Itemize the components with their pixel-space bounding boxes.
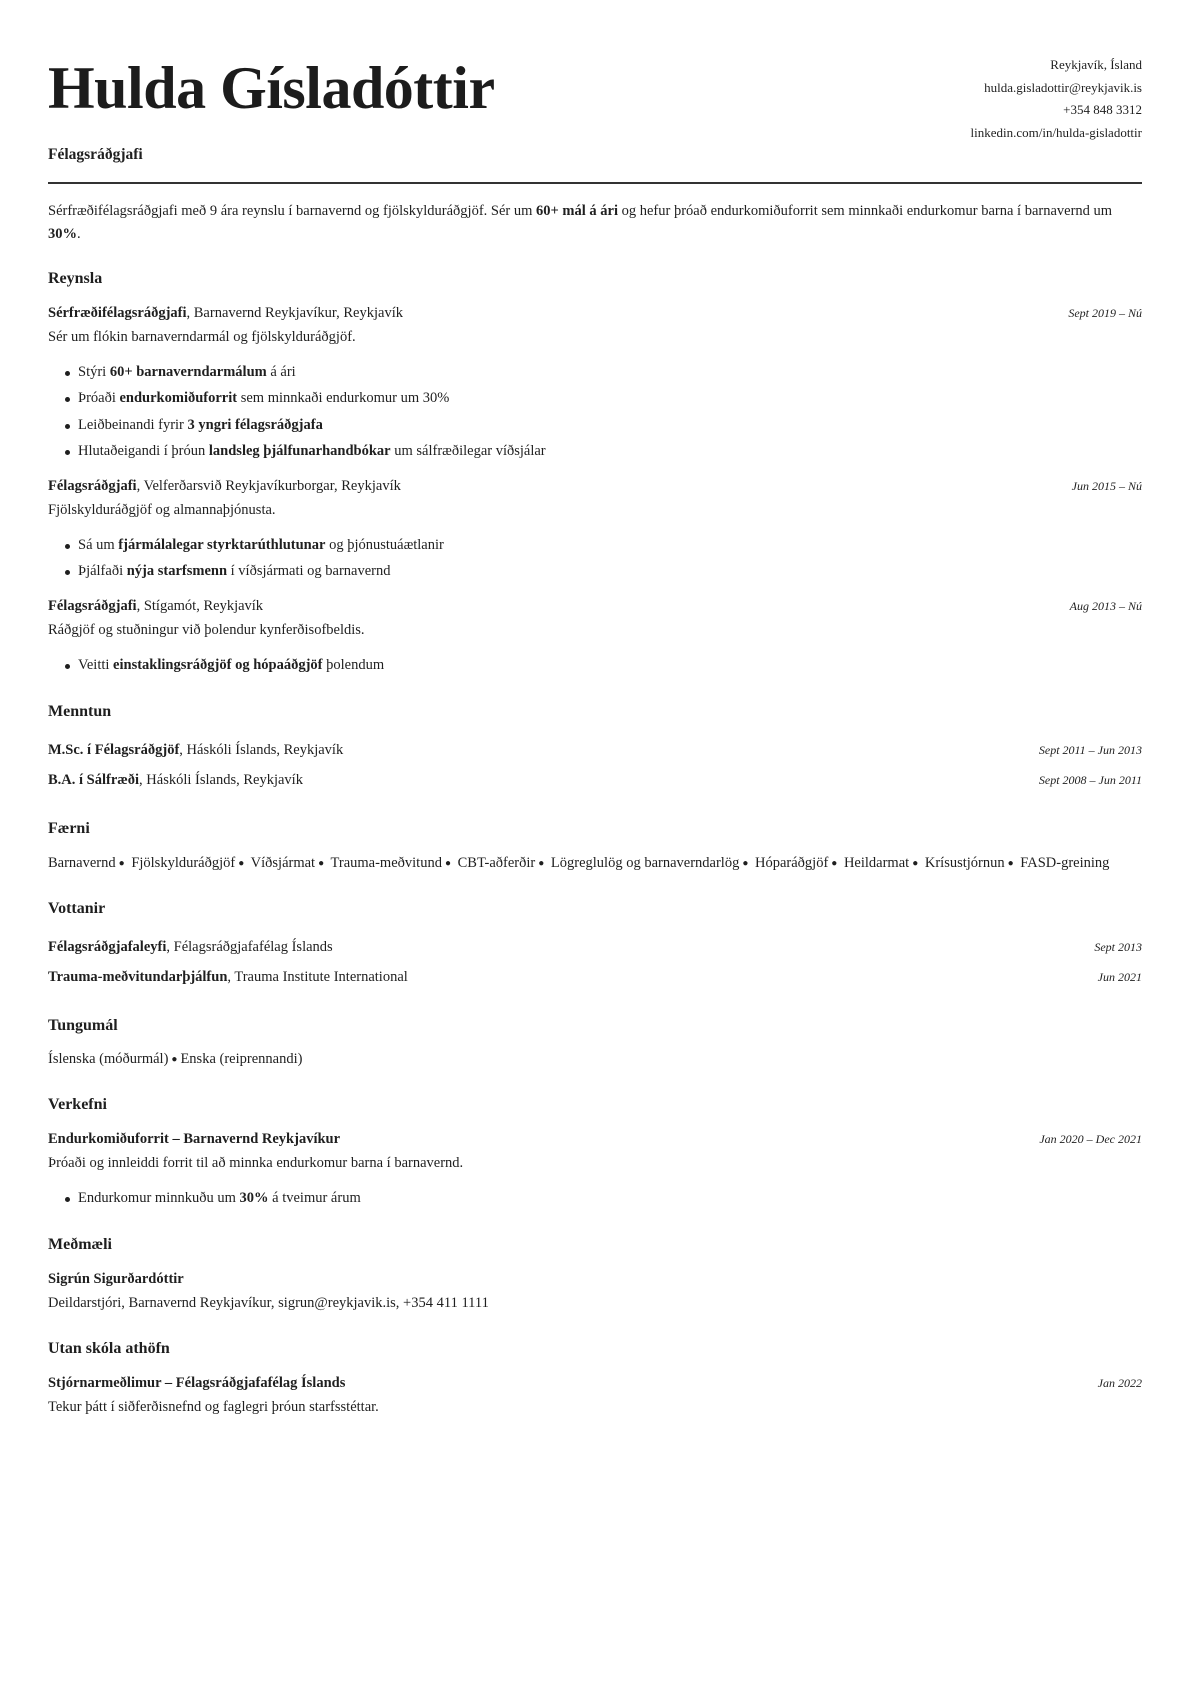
degree: B.A. í Sálfræði — [48, 771, 140, 788]
summary-highlight: 60+ mál á ári — [536, 203, 618, 220]
bullet-item: Sá um fjármálalegar styrktarúthlutunar og þjónustuáætlanir — [63, 532, 1142, 559]
header-divider — [48, 182, 1142, 184]
language-item: Enska (reiprennandi) — [180, 1051, 303, 1068]
candidate-name: Hulda Gísladóttir — [48, 55, 495, 121]
certification-entry — [48, 962, 1142, 992]
bullet-separator-icon: ● — [318, 857, 325, 869]
skill-item: Trauma-meðvitund — [330, 854, 442, 871]
job-org: , Stígamót, Reykjavík — [136, 597, 264, 614]
skill-item: Heildarmat — [843, 854, 910, 871]
project-title: Endurkomiðuforrit – Barnavernd Reykjavíkur — [48, 1130, 341, 1147]
bullet-separator-icon: ● — [171, 1054, 178, 1066]
project-date: Jan 2020 – Dec 2021 — [1039, 1131, 1142, 1146]
job-description: Sér um flókin barnaverndarmál og fjölskylduráðgjöf. — [48, 329, 356, 346]
section-title-projects: Verkefni — [48, 1095, 107, 1113]
bullet-item: Endurkomur minnkuðu um 30% á tveimur árum — [63, 1185, 1142, 1212]
skill-item: Lögreglulög og barnaverndarlög — [550, 854, 740, 871]
skill-item: FASD-greining — [1020, 854, 1110, 871]
contact-phone[interactable]: +354 848 3312 — [1063, 102, 1142, 117]
summary-text: Sérfræðifélagsráðgjafi með 9 ára reynslu í barnavernd og fjölskylduráðgjöf. Sér um — [48, 203, 537, 220]
bullet-item: Hlutaðeigandi í þróun landsleg þjálfunarhandbókar um sálfræðilegar víðsjálar — [63, 438, 1142, 465]
summary-paragraph — [48, 200, 1142, 245]
section-title-extracurricular: Utan skóla athöfn — [48, 1339, 170, 1357]
job-org: , Velferðarsvið Reykjavíkurborgar, Reykjavík — [136, 477, 401, 494]
skill-item: CBT-aðferðir — [457, 854, 536, 871]
certification-issuer: , Trauma Institute International — [227, 968, 408, 985]
certification-entry — [48, 932, 1142, 962]
candidate-headline: Félagsráðgjafi — [48, 146, 143, 163]
skill-item: Hóparáðgjöf — [755, 854, 829, 871]
skill-item: Krísustjórnun — [924, 854, 1005, 871]
skill-item: Víðsjármat — [250, 854, 316, 871]
education-entry — [48, 735, 1142, 765]
contact-location: Reykjavík, Ísland — [1050, 57, 1142, 72]
bullet-item: Leiðbeinandi fyrir 3 yngri félagsráðgjafa — [63, 412, 1142, 439]
project-description: Þróaði og innleiddi forrit til að minnka endurkomur barna í barnavernd. — [48, 1155, 464, 1172]
project-bullets — [48, 1185, 1142, 1212]
bullet-separator-icon: ● — [118, 857, 125, 869]
skill-item: Barnavernd — [48, 854, 116, 871]
job-bullets — [48, 532, 1142, 585]
section-title-languages: Tungumál — [48, 1016, 118, 1034]
section-title-certifications: Vottanir — [48, 899, 106, 917]
bullet-separator-icon: ● — [912, 857, 919, 869]
resume-header — [48, 48, 1142, 167]
summary-text: og hefur þróað endurkomiðuforrit sem minnkaði endurkomur barna í barnavernd um — [618, 203, 1113, 220]
bullet-item: Þróaði endurkomiðuforrit sem minnkaði endurkomur um 30% — [63, 385, 1142, 412]
bullet-separator-icon: ● — [538, 857, 545, 869]
activity-date: Jan 2022 — [1097, 1375, 1142, 1390]
skills-list — [48, 852, 1142, 875]
skill-item: Fjölskylduráðgjöf — [131, 854, 236, 871]
activity-title: Stjórnarmeðlimur – Félagsráðgjafafélag Íslands — [48, 1374, 346, 1391]
contact-block — [970, 54, 1142, 144]
job-date: Jun 2015 – Nú — [1071, 478, 1142, 493]
summary-highlight: 30% — [48, 225, 77, 242]
section-title-skills: Færni — [48, 819, 90, 837]
school: , Háskóli Íslands, Reykjavík — [139, 771, 303, 788]
extracurricular-entry — [48, 1372, 1142, 1419]
bullet-item: Stýri 60+ barnaverndarmálum á ári — [63, 359, 1142, 386]
languages-list — [48, 1048, 1142, 1070]
school: , Háskóli Íslands, Reykjavík — [179, 741, 344, 758]
bullet-separator-icon: ● — [1007, 857, 1014, 869]
section-title-experience: Reynsla — [48, 270, 103, 288]
job-bullets — [48, 359, 1142, 465]
contact-email[interactable]: hulda.gisladottir@reykjavik.is — [984, 79, 1142, 95]
education-date: Sept 2011 – Jun 2013 — [1038, 742, 1142, 757]
resume-page — [48, 48, 1142, 1428]
certification-name: Trauma-meðvitundarþjálfun — [48, 968, 228, 985]
activity-description: Tekur þátt í siðferðisnefnd og faglegri þróun starfsstéttar. — [48, 1399, 379, 1416]
summary-text: . — [77, 225, 81, 242]
certification-date: Sept 2013 — [1094, 939, 1142, 954]
section-title-education: Menntun — [48, 703, 112, 721]
section-title-references: Meðmæli — [48, 1236, 112, 1254]
education-date: Sept 2008 – Jun 2011 — [1038, 772, 1142, 787]
job-date: Sept 2019 – Nú — [1068, 305, 1142, 320]
experience-entry — [48, 302, 1142, 465]
bullet-separator-icon: ● — [831, 857, 838, 869]
certification-name: Félagsráðgjafaleyfi — [48, 938, 167, 955]
contact-linkedin[interactable]: linkedin.com/in/hulda-gisladottir — [970, 124, 1142, 140]
job-org: , Barnavernd Reykjavíkur, Reykjavík — [186, 304, 403, 321]
education-entry — [48, 765, 1142, 795]
job-bullets — [48, 652, 1142, 679]
reference-entry — [48, 1268, 1142, 1315]
job-date: Aug 2013 – Nú — [1069, 598, 1142, 613]
reference-name: Sigrún Sigurðardóttir — [48, 1270, 184, 1287]
identity-block — [48, 48, 495, 167]
experience-entry — [48, 475, 1142, 585]
job-title: Sérfræðifélagsráðgjafi — [48, 304, 187, 321]
bullet-separator-icon: ● — [742, 857, 749, 869]
degree: M.Sc. í Félagsráðgjöf — [48, 741, 180, 758]
certification-issuer: , Félagsráðgjafafélag Íslands — [166, 938, 333, 955]
language-item: Íslenska (móðurmál) — [48, 1051, 169, 1068]
certification-date: Jun 2021 — [1097, 969, 1142, 984]
bullet-separator-icon: ● — [444, 857, 451, 869]
bullet-separator-icon: ● — [238, 857, 245, 869]
experience-entry — [48, 595, 1142, 678]
bullet-item: Veitti einstaklingsráðgjöf og hópaáðgjöf þolendum — [63, 652, 1142, 679]
project-entry — [48, 1128, 1142, 1211]
reference-details: Deildarstjóri, Barnavernd Reykjavíkur, sigrun@reykjavik.is, +354 411 1111 — [48, 1295, 489, 1312]
bullet-item: Þjálfaði nýja starfsmenn í víðsjármati og barnavernd — [63, 558, 1142, 585]
job-description: Ráðgjöf og stuðningur við þolendur kynferðisofbeldis. — [48, 622, 365, 639]
job-title: Félagsráðgjafi — [48, 597, 137, 614]
job-title: Félagsráðgjafi — [48, 477, 137, 494]
job-description: Fjölskylduráðgjöf og almannaþjónusta. — [48, 502, 276, 519]
